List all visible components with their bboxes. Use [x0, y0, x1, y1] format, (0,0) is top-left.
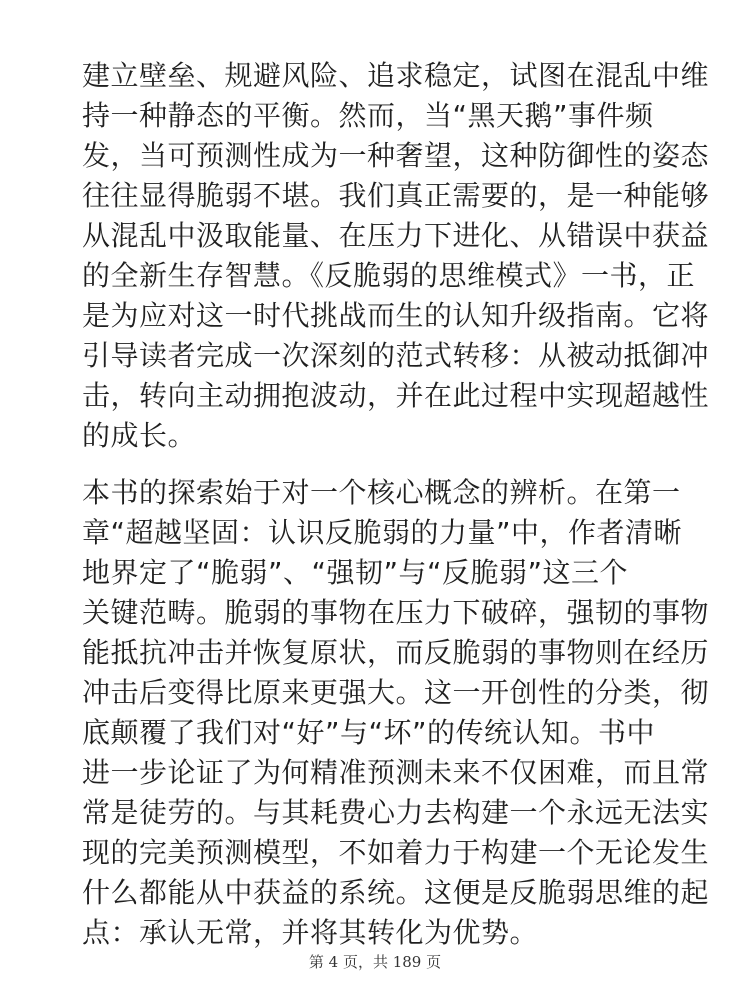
text-line: 能抵抗冲击并恢复原状，而反脆弱的事物则在经历: [82, 636, 710, 669]
text-line: 章“超越坚固：认识反脆弱的力量”中，作者清晰: [82, 516, 683, 549]
paragraph-2: [82, 473, 710, 953]
page-body: [82, 56, 710, 953]
text-line: 击，转向主动拥抱波动，并在此过程中实现超越性: [82, 379, 710, 412]
text-line: 的成长。: [82, 419, 197, 452]
text-line: 关键范畴。脆弱的事物在压力下破碎，强韧的事物: [82, 596, 710, 629]
page-number-footer: 第 4 页，共 189 页: [308, 953, 442, 971]
text-line: 引导读者完成一次深刻的范式转移：从被动抵御冲: [82, 339, 710, 372]
text-line: 底颠覆了我们对“好”与“坏”的传统认知。书中: [82, 716, 656, 749]
text-line: 的全新生存智慧。《反脆弱的思维模式》一书，正: [82, 259, 696, 292]
text-line: 地界定了“脆弱”、“强韧”与“反脆弱”这三个: [82, 556, 629, 589]
text-line: 是为应对这一时代挑战而生的认知升级指南。它将: [82, 299, 710, 332]
text-line: 发，当可预测性成为一种奢望，这种防御性的姿态: [82, 139, 710, 172]
text-line: 本书的探索始于对一个核心概念的辨析。在第一: [82, 476, 681, 509]
text-line: 往往显得脆弱不堪。我们真正需要的，是一种能够: [82, 179, 710, 212]
text-line: 建立壁垒、规避风险、追求稳定，试图在混乱中维: [82, 59, 710, 92]
text-line: 持一种静态的平衡。然而，当“黑天鹅”事件频: [82, 99, 654, 132]
paragraph-1: [82, 56, 710, 456]
text-line: 从混乱中汲取能量、在压力下进化、从错误中获益: [82, 219, 710, 252]
text-line: 进一步论证了为何精准预测未来不仅困难，而且常: [82, 756, 710, 789]
text-line: 现的完美预测模型，不如着力于构建一个无论发生: [82, 836, 710, 869]
text-line: 点：承认无常，并将其转化为优势。: [82, 916, 539, 949]
text-line: 冲击后变得比原来更强大。这一开创性的分类，彻: [82, 676, 710, 709]
text-line: 什么都能从中获益的系统。这便是反脆弱思维的起: [82, 876, 710, 909]
text-line: 常是徒劳的。与其耗费心力去构建一个永远无法实: [82, 796, 710, 829]
